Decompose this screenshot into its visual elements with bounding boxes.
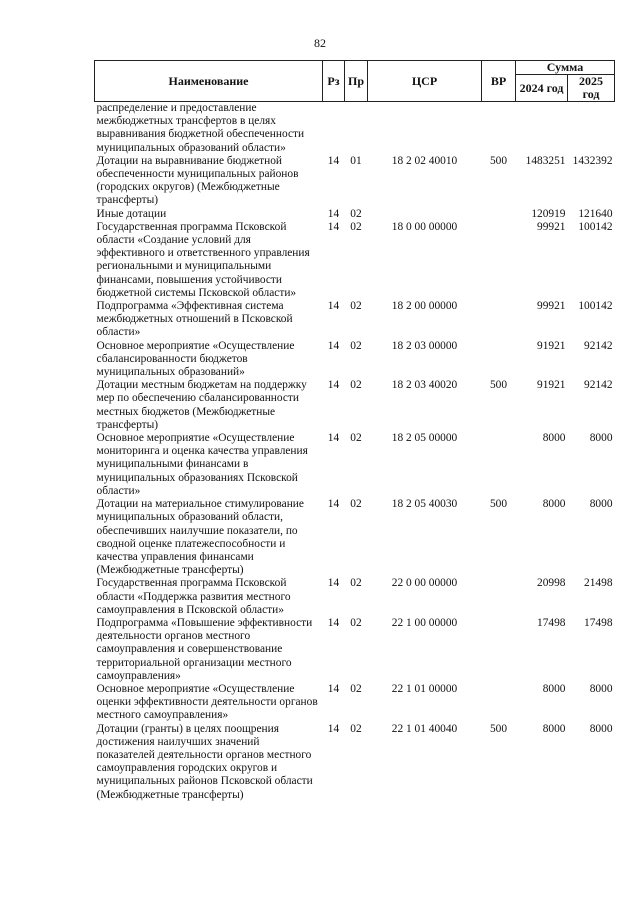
row-pr: 02 <box>350 432 362 445</box>
table-row <box>95 617 615 683</box>
page-number: 82 <box>314 36 326 50</box>
row-pr: 02 <box>350 339 362 352</box>
row-vr: 500 <box>489 154 508 167</box>
row-rz: 14 <box>327 577 340 590</box>
header-csr: ЦСР <box>368 61 482 102</box>
row-name: Дотации на материальное стимулирование муниципальных образований области, обеспечивших наилучшие показатели, по сводной оценке платежеспособности и качества управления финансами (Межбюджетные трансферты) <box>96 498 304 577</box>
row-pr: 02 <box>350 300 362 313</box>
header-rz: Рз <box>323 61 345 102</box>
row-sum-2025: 92142 <box>584 339 613 352</box>
row-vr <box>482 221 516 300</box>
header-year-2025: 2025 год <box>568 75 615 102</box>
row-csr: 18 2 05 00000 <box>391 432 458 445</box>
row-rz: 14 <box>327 682 340 695</box>
table-row <box>95 102 615 155</box>
row-name: Подпрограмма «Эффективная система межбюджетных отношений в Псковской области» <box>96 300 293 339</box>
table-row <box>95 300 615 340</box>
row-rz: 14 <box>327 220 340 233</box>
row-name: Дотации местным бюджетам на поддержку мер по обеспечению сбалансированности местных бюджетов (Межбюджетные трансферты) <box>96 379 307 431</box>
row-rz: 14 <box>327 616 340 629</box>
header-pr: Пр <box>345 61 368 102</box>
row-pr: 02 <box>350 722 362 735</box>
header-name: Наименование <box>95 61 323 102</box>
table-row <box>95 432 615 498</box>
budget-table <box>94 60 615 802</box>
row-sum-2025: 92142 <box>584 379 613 392</box>
row-sum-2024: 20998 <box>537 577 566 590</box>
row-vr <box>482 617 516 683</box>
row-pr: 02 <box>350 207 362 220</box>
row-sum-2024: 17498 <box>537 616 566 629</box>
row-sum-2025: 121640 <box>578 207 613 220</box>
row-name: Дотации на выравнивание бюджетной обеспеченности муниципальных районов (городских округов) (Межбюджетные трансферты) <box>96 154 299 207</box>
row-sum-2025: 100142 <box>578 300 613 313</box>
table-row <box>95 577 615 617</box>
table-row <box>95 221 615 300</box>
row-csr: 18 2 03 00000 <box>391 339 458 352</box>
row-sum-2025: 17498 <box>584 616 613 629</box>
row-sum-2025: 100142 <box>578 220 613 233</box>
row-rz: 14 <box>327 379 340 392</box>
row-sum-2024: 8000 <box>542 682 566 695</box>
row-csr: 22 1 00 00000 <box>391 616 458 629</box>
row-csr: 18 2 05 40030 <box>391 498 458 511</box>
row-sum-2025: 8000 <box>589 682 613 695</box>
row-csr: 18 0 00 00000 <box>391 220 458 233</box>
row-pr: 02 <box>350 577 362 590</box>
row-rz: 14 <box>327 154 340 167</box>
row-pr <box>345 102 368 155</box>
row-csr: 22 0 00 00000 <box>391 577 458 590</box>
row-pr: 02 <box>350 498 362 511</box>
row-vr <box>482 577 516 617</box>
table-row <box>95 379 615 432</box>
row-sum-2025: 21498 <box>584 577 613 590</box>
row-sum-2024: 8000 <box>542 722 566 735</box>
row-sum-2025 <box>568 102 615 155</box>
row-vr <box>482 102 516 155</box>
row-vr <box>482 432 516 498</box>
row-vr <box>482 340 516 380</box>
row-sum-2025: 1432392 <box>572 154 613 167</box>
row-name: распределение и предоставление межбюджетных трансфертов в целях выравнивания бюджетной обеспеченности муниципальных образований области» <box>96 102 305 154</box>
table-header <box>95 61 615 102</box>
row-sum-2024: 99921 <box>537 220 566 233</box>
table-row <box>95 723 615 802</box>
row-rz <box>323 102 345 155</box>
row-pr: 01 <box>350 154 362 167</box>
row-name: Основное мероприятие «Осуществление мониторинга и оценка качества управления муниципальными финансами в муниципальных образованиях Псковской области» <box>96 432 308 497</box>
row-vr: 500 <box>489 722 508 735</box>
row-rz: 14 <box>327 339 340 352</box>
row-name: Государственная программа Псковской области «Создание условий для эффективного и ответственного управления региональными и муниципальными финансами, повышения устойчивости бюджетной системы Псковской области» <box>96 220 310 299</box>
row-vr <box>482 300 516 340</box>
row-csr: 18 2 02 40010 <box>391 154 458 167</box>
header-sum: Сумма <box>516 61 615 75</box>
row-csr <box>368 208 482 221</box>
table-row <box>95 155 615 208</box>
table-row <box>95 340 615 380</box>
row-sum-2024: 120919 <box>531 207 566 220</box>
row-name: Иные дотации <box>96 207 167 220</box>
row-name: Основное мероприятие «Осуществление сбалансированности бюджетов муниципальных образований» <box>96 339 295 379</box>
row-pr: 02 <box>350 379 362 392</box>
row-vr: 500 <box>489 498 508 511</box>
row-sum-2024: 8000 <box>542 432 566 445</box>
row-name: Основное мероприятие «Осуществление оценки эффективности деятельности органов местного самоуправления» <box>96 682 318 722</box>
row-rz: 14 <box>327 432 340 445</box>
row-pr: 02 <box>350 220 362 233</box>
row-rz: 14 <box>327 722 340 735</box>
row-sum-2025: 8000 <box>589 432 613 445</box>
row-sum-2024: 1483251 <box>525 154 566 167</box>
row-name: Подпрограмма «Повышение эффективности деятельности органов местного самоуправления и совершенствование территориальной организации местного самоуправления» <box>96 616 313 682</box>
row-sum-2025: 8000 <box>589 722 613 735</box>
row-csr: 22 1 01 00000 <box>391 682 458 695</box>
row-sum-2024: 91921 <box>537 339 566 352</box>
row-sum-2025: 8000 <box>589 498 613 511</box>
row-sum-2024 <box>516 102 568 155</box>
row-csr: 18 2 00 00000 <box>391 300 458 313</box>
row-name: Дотации (гранты) в целях поощрения достижения наилучших значений показателей деятельности органов местного самоуправления городских округов и муниципальных районов Псковской области (Межбюджетные трансферты) <box>96 722 313 801</box>
row-pr: 02 <box>350 682 362 695</box>
table-row <box>95 683 615 723</box>
row-rz: 14 <box>327 300 340 313</box>
row-vr <box>482 683 516 723</box>
row-rz: 14 <box>327 207 340 220</box>
row-vr <box>482 208 516 221</box>
header-vr: ВР <box>482 61 516 102</box>
row-rz: 14 <box>327 498 340 511</box>
row-csr: 18 2 03 40020 <box>391 379 458 392</box>
row-csr: 22 1 01 40040 <box>391 722 458 735</box>
table-body <box>95 102 615 802</box>
row-csr <box>368 102 482 155</box>
table-row <box>95 498 615 577</box>
row-pr: 02 <box>350 616 362 629</box>
row-sum-2024: 99921 <box>537 300 566 313</box>
row-sum-2024: 8000 <box>542 498 566 511</box>
row-sum-2024: 91921 <box>537 379 566 392</box>
header-year-2024: 2024 год <box>516 75 568 102</box>
row-name: Государственная программа Псковской области «Поддержка развития местного самоуправления в Псковской области» <box>96 577 291 616</box>
table-row <box>95 208 615 221</box>
row-vr: 500 <box>489 379 508 392</box>
